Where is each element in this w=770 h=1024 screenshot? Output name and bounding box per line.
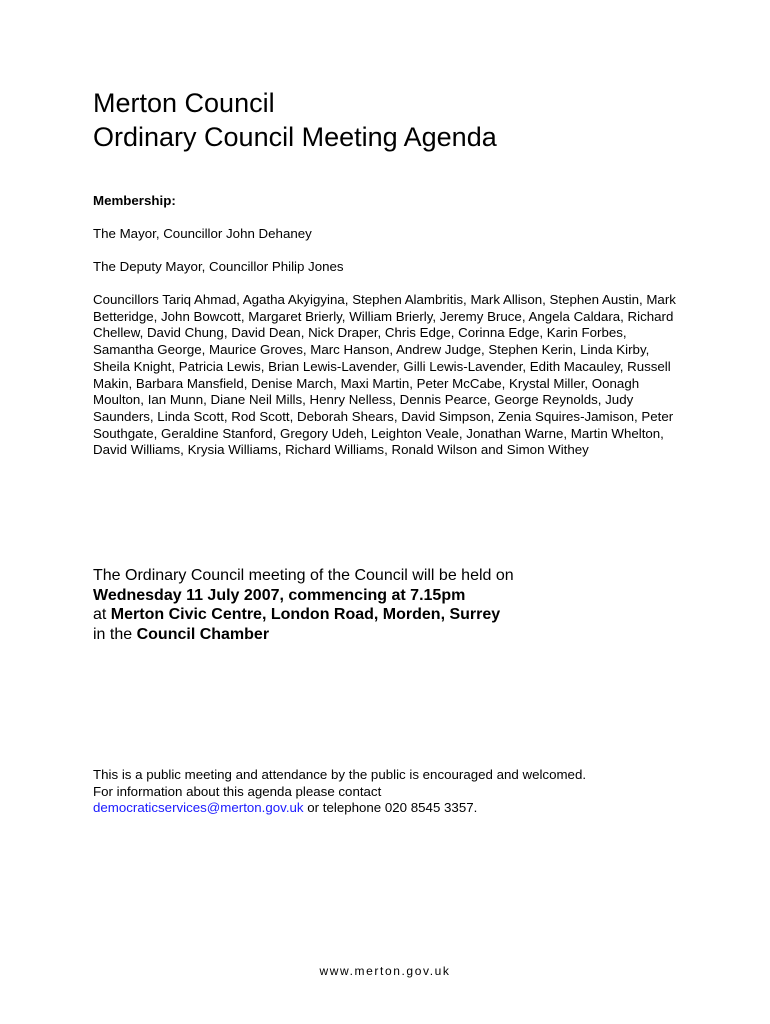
contact-intro: For information about this agenda please contact: [93, 783, 382, 799]
footer-website: www.merton.gov.uk: [319, 964, 451, 978]
meeting-date-time: Wednesday 11 July 2007, commencing at 7.15pm: [93, 586, 466, 604]
meeting-venue-line: [93, 605, 693, 625]
public-meeting-notice: This is a public meeting and attendance by the public is encouraged and welcomed.: [93, 767, 587, 782]
meeting-room-line: [93, 625, 693, 645]
room-prefix: in the: [93, 625, 137, 643]
meeting-details: [93, 566, 693, 644]
contact-email-link[interactable]: democraticservices@merton.gov.uk: [93, 800, 304, 816]
meeting-intro: The Ordinary Council meeting of the Council will be held on: [93, 567, 514, 584]
deputy-mayor-line: The Deputy Mayor, Councillor Philip Jones: [93, 259, 344, 274]
title-agenda-name: Ordinary Council Meeting Agenda: [93, 122, 497, 152]
meeting-date-line: [93, 586, 693, 606]
venue-prefix: at: [93, 606, 111, 624]
title-council-name: Merton Council: [93, 88, 275, 118]
contact-telephone: or telephone 020 8545 3357.: [303, 800, 478, 816]
contact-line: [93, 800, 693, 817]
mayor-line: The Mayor, Councillor John Dehaney: [93, 226, 312, 241]
membership-heading: Membership:: [93, 193, 176, 208]
meeting-venue: Merton Civic Centre, London Road, Morden, Surrey: [110, 606, 501, 624]
meeting-room: Council Chamber: [136, 625, 270, 643]
councillors-list: Councillors Tariq Ahmad, Agatha Akyigyina, Stephen Alambritis, Mark Allison, Stephen Austin, Mark Betteridge, John Bowcott, Margaret Brierly, William Brierly, Jeremy Bruce, Angela Caldara, Richard Chellew, David Chung, David Dean, Nick Draper, Chris Edge, Corinna Edge, Karin Forbes, Samantha George, Maurice Groves, Marc Hanson, Andrew Judge, Stephen Kerin, Linda Kirby, Sheila Knight, Patricia Lewis, Brian Lewis-Lavender, Gilli Lewis-Lavender, Edith Macauley, Russell Makin, Barbara Mansfield, Denise March, Maxi Martin, Peter McCabe, Krystal Miller, Oonagh Moulton, Ian Munn, Diane Neil Mills, Henry Nelless, Dennis Pearce, George Reynolds, Judy Saunders, Linda Scott, Rod Scott, Deborah Shears, David Simpson, Zenia Squires-Jamison, Peter Southgate, Geraldine Stanford, Gregory Udeh, Leighton Veale, Jonathan Warne, Martin Whelton, David Williams, Krysia Williams, Richard Williams, Ronald Wilson and Simon Withey: [93, 292, 676, 458]
public-info: [93, 767, 693, 817]
document-title: [93, 86, 497, 154]
